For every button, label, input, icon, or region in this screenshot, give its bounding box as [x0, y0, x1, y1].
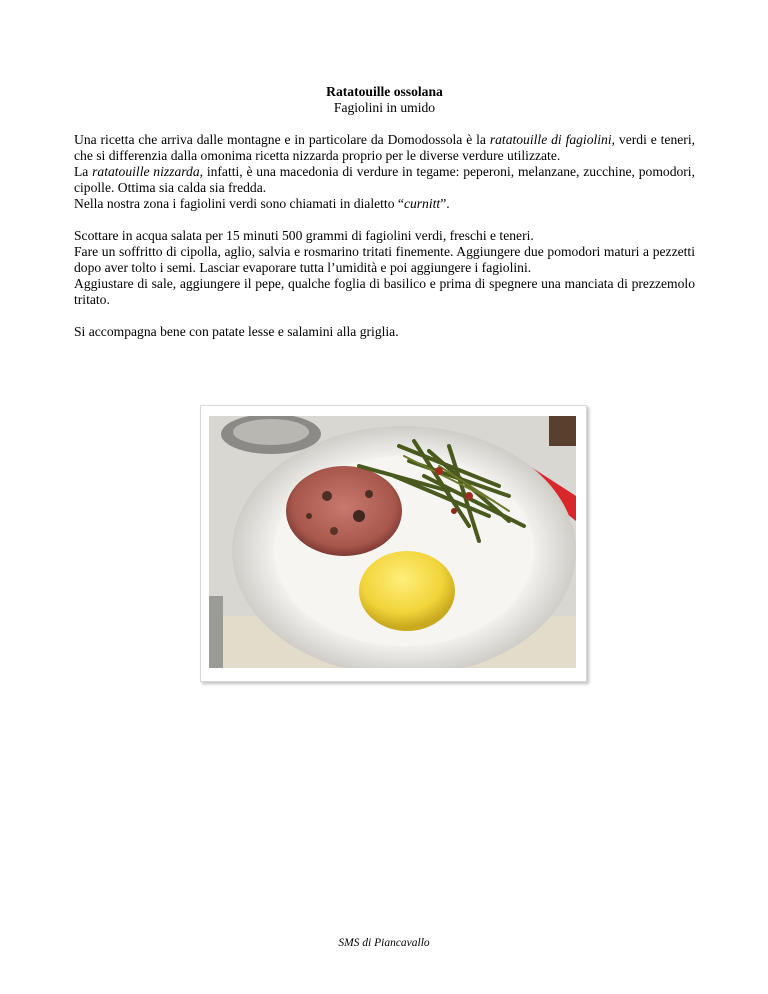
intro-paragraph-1: Una ricetta che arriva dalle montagne e in particolare da Domodossola è la ratatouille di fagiolini, verdi e teneri, che si differenzia dalla omonima ricetta nizzarda proprio per le diverse verdure utilizzate. — [74, 132, 695, 163]
step-2: Fare un soffritto di cipolla, aglio, salvia e rosmarino tritati finemente. Aggiungere due pomodori maturi a pezzetti dopo aver tolto i semi. Lasciar evaporare tutta l’umidità e poi aggiungere i fagiolini. — [74, 244, 695, 275]
dish-photo — [200, 405, 587, 682]
serving-note: Si accompagna bene con patate lesse e salamini alla griglia. — [74, 324, 399, 339]
intro-paragraph-3: Nella nostra zona i fagiolini verdi sono chiamati in dialetto “curnitt”. — [74, 196, 450, 211]
title-block — [74, 84, 695, 116]
footer-credit: SMS di Piancavallo — [338, 937, 430, 949]
step-1: Scottare in acqua salata per 15 minuti 500 grammi di fagiolini verdi, freschi e teneri. — [74, 228, 534, 243]
document-body — [74, 84, 695, 340]
recipe-subtitle: Fagiolini in umido — [333, 100, 436, 115]
intro-paragraph-2: La ratatouille nizzarda, infatti, è una macedonia di verdure in tegame: peperoni, melanzane, zucchine, pomodori, cipolle. Ottima sia calda sia fredda. — [74, 164, 695, 195]
recipe-title: Ratatouille ossolana — [326, 84, 443, 99]
dish-photo-image — [209, 416, 576, 668]
step-3: Aggiustare di sale, aggiungere il pepe, qualche foglia di basilico e prima di spegnere una manciata di prezzemolo tritato. — [74, 276, 695, 307]
